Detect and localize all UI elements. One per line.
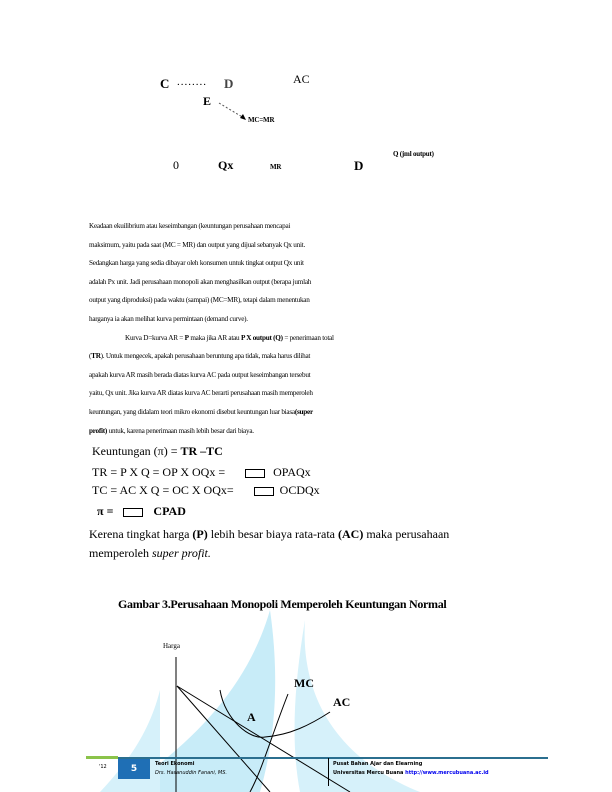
conclusion-line1: Kerena tingkat harga (P) lebih besar biaya rata-rata (AC) maka perusahaan — [89, 527, 450, 541]
label-d-bottom: D — [354, 158, 364, 173]
label-mc-mr: MC=MR — [248, 116, 275, 124]
paragraph-line: apakah kurva AR masih berada diatas kurva AC pada output keseimbangan tersebut — [89, 370, 311, 379]
label-mr: MR — [270, 163, 282, 171]
figure-caption: Gambar 3.Perusahaan Monopoli Memperoleh Keuntungan Normal — [118, 597, 447, 611]
paragraph-line: Kurva D=kurva AR = P maka jika AR atau P X output (Q) = penerimaan total — [125, 333, 334, 342]
label-a: A — [247, 710, 256, 724]
label-qx: Qx — [218, 158, 234, 172]
paragraph-line: Sedangkan harga yang sedia dibayar oleh konsumen untuk tingkat output Qx unit — [89, 259, 304, 268]
label-ac-top: AC — [293, 72, 310, 86]
footer-accent — [86, 756, 118, 759]
paragraph-line: maksimum, yaitu pada saat (MC = MR) dan output yang dijual sebanyak Qx unit. — [89, 240, 306, 249]
footer-year: '12 — [99, 764, 107, 770]
label-c: C — [160, 76, 170, 91]
equation-profit: Keuntungan (π) = TR –TC — [92, 444, 223, 458]
equation-tr: TR = P X Q = OP X OQx = OPAQx — [92, 465, 311, 479]
paragraph-line: harganya ia akan melihat kurva permintaan (demand curve). — [89, 314, 248, 323]
page-number: 5 — [118, 759, 150, 779]
label-d-top: D — [224, 76, 234, 91]
footer-center: Pusat Bahan Ajar dan Elearning — [333, 761, 423, 767]
footer-author: Drs. Hasanuddin Fanani, MS. — [155, 770, 228, 776]
y-axis-label: Harga — [163, 642, 180, 650]
conclusion-line2: memperoleh super profit. — [89, 546, 211, 560]
paragraph-line: Keadaan ekuilibrium atau keseimbangan (keuntungan perusahaan mencapai — [89, 222, 291, 230]
mc-curve — [250, 694, 288, 792]
footer-course: Teori Ekonomi — [155, 761, 195, 767]
equation-pi: π = CPAD — [97, 504, 186, 518]
equation-tc: TC = AC X Q = OC X OQx= OCDQx — [92, 483, 320, 497]
dotted-line: ........ — [177, 76, 207, 88]
label-ac: AC — [333, 695, 351, 709]
footer-divider — [328, 758, 329, 786]
label-e: E — [203, 94, 212, 108]
demand-line — [177, 686, 350, 792]
paragraph-line: keuntungan, yang didalam teori mikro ekonomi disebut keuntungan luar biasa(super — [89, 407, 313, 416]
paragraph-line: adalah Px unit. Jadi perusahaan monopoli akan menghasilkan output (berapa jumlah — [89, 277, 312, 286]
footer-link[interactable]: http://www.mercubuana.ac.id — [405, 770, 489, 776]
label-origin: 0 — [173, 158, 179, 172]
paragraph-line: (TR). Untuk mengecek, apakah perusahaan beruntung apa tidak, maka harus dilihat — [89, 352, 311, 361]
paragraph-line: profit) untuk, karena penerimaan masih lebih besar dari biaya. — [89, 426, 254, 435]
footer-rule — [86, 757, 548, 759]
paragraph-line: yaitu, Qx unit. Jika kurva AR diatas kurva AC berarti perusahaan masih memperoleh — [89, 389, 313, 398]
label-mc: MC — [294, 676, 314, 690]
footer-university: Universitas Mercu Buana http://www.mercubuana.ac.id — [333, 770, 489, 776]
label-q-axis: Q (jml output) — [393, 150, 434, 158]
paragraph-line: output yang diproduksi) pada waktu (sampai) (MC=MR), tetapi dalam menentukan — [89, 296, 310, 305]
